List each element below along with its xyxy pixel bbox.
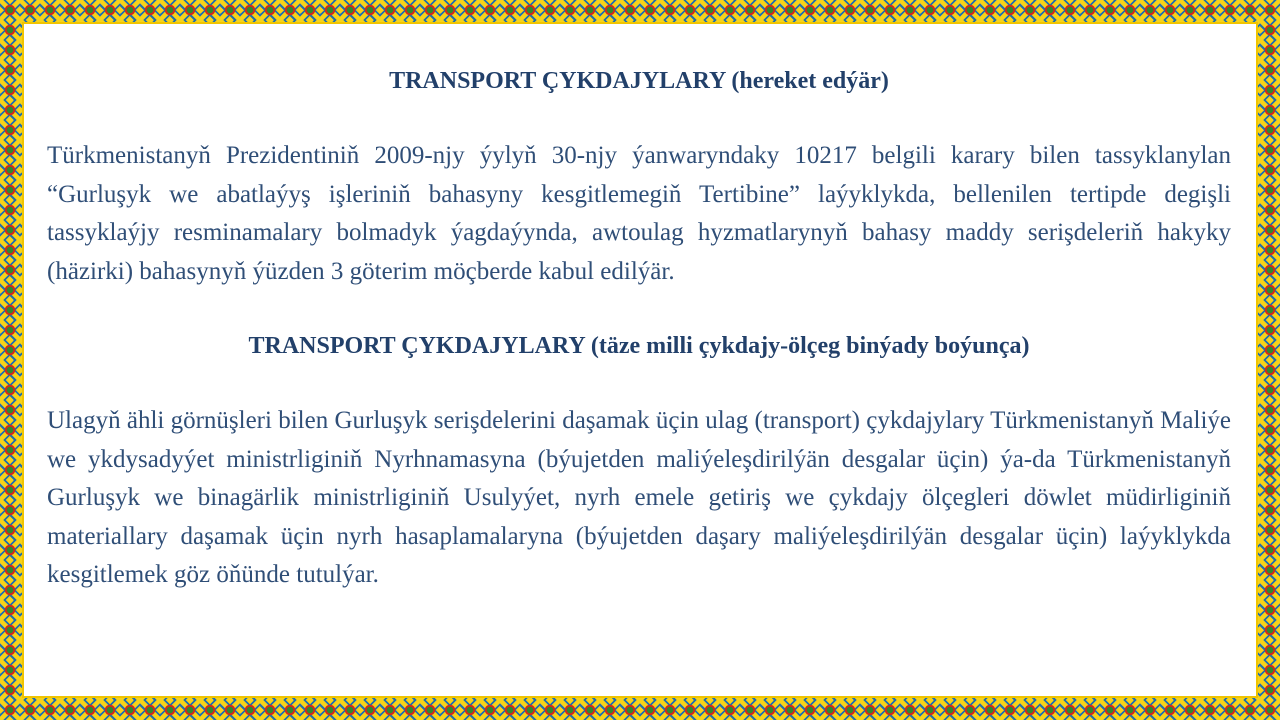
document-body: [47, 60, 1231, 595]
section-paragraph-current: Türkmenistanyň Prezidentiniň 2009-njy ýylyň 30-njy ýanwaryndaky 10217 belgili karary bilen tassyklanylan “Gurluşyk we abatlaýyş işleriniň bahasyny kesgitlemegiň Tertibine” laýyklykda, bellenilen tertipde degişli tassyklaýjy resminamalary bolmadyk ýagdaýynda, awtoulag hyzmatlarynyň bahasy maddy serişdeleriň hakyky (häzirki) bahasynyň ýüzden 3 göterim möçberde kabul edilýär.: [47, 142, 1231, 285]
section-paragraph-new-base: Ulagyň ähli görnüşleri bilen Gurluşyk serişdelerini daşamak üçin ulag (transport) çykdajylary Türkmenistanyň Maliýe we ykdysadyýet ministrliginiň Nyrhnamasyna (býujetden maliýeleşdirilýän desgalar üçin) ýa-da Türkmenistanyň Gurluşyk we binagärlik ministrliginiň Usulyýet, nyrh emele getiriş we çykdajy ölçegleri döwlet müdirliginiň materiallary daşamak üçin nyrh hasaplamalaryna (býujetden daşary maliýeleşdirilýän desgalar üçin) laýyklykda kesgitlemek göz öňünde tutulýar.: [47, 407, 1231, 588]
section-heading-new-base: TRANSPORT ÇYKDAJYLARY (täze milli çykdajy-ölçeg binýady boýunça): [248, 333, 1030, 359]
section-heading-current: TRANSPORT ÇYKDAJYLARY (hereket edýär): [389, 68, 889, 94]
